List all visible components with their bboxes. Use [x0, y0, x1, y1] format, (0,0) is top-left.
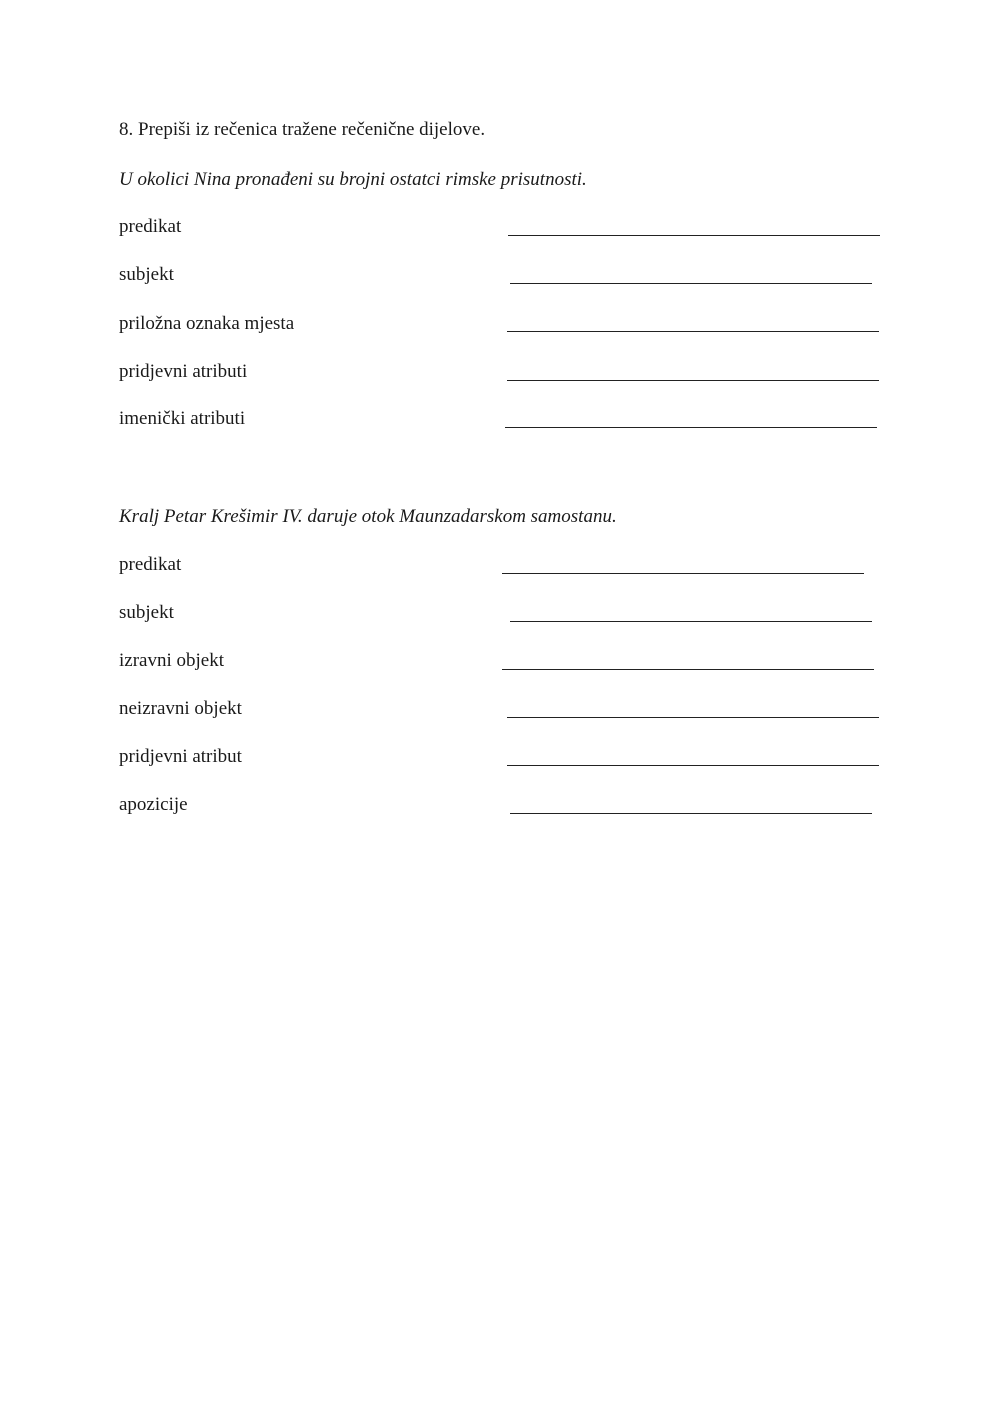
answer-blank-s2-izravni-objekt[interactable] [502, 669, 874, 670]
answer-blank-s2-predikat[interactable] [502, 573, 864, 574]
task-instruction: 8. Prepiši iz rečenica tražene rečenične dijelove. [119, 119, 486, 140]
answer-blank-s1-subjekt[interactable] [510, 283, 872, 284]
answer-blank-s1-pridjevni-atributi[interactable] [507, 380, 879, 381]
label-s2-subjekt: subjekt [119, 602, 174, 623]
label-s1-imenicki-atributi: imenički atributi [119, 408, 246, 429]
label-s2-neizravni-objekt: neizravni objekt [119, 698, 242, 719]
answer-blank-s2-subjekt[interactable] [510, 621, 872, 622]
answer-blank-s2-apozicije[interactable] [510, 813, 872, 814]
label-s2-izravni-objekt: izravni objekt [119, 650, 224, 671]
answer-blank-s1-imenicki-atributi[interactable] [505, 427, 877, 428]
label-s1-predikat: predikat [119, 216, 182, 237]
sentence-2: Kralj Petar Krešimir IV. daruje otok Maunzadarskom samostanu. [119, 506, 617, 527]
label-s2-predikat: predikat [119, 554, 182, 575]
answer-blank-s1-predikat[interactable] [508, 235, 880, 236]
label-s2-pridjevni-atribut: pridjevni atribut [119, 746, 242, 767]
label-s2-apozicije: apozicije [119, 794, 188, 815]
label-s1-prilozna-oznaka-mjesta: priložna oznaka mjesta [119, 313, 295, 334]
answer-blank-s2-neizravni-objekt[interactable] [507, 717, 879, 718]
sentence-1: U okolici Nina pronađeni su brojni ostatci rimske prisutnosti. [119, 169, 587, 190]
label-s1-subjekt: subjekt [119, 264, 174, 285]
label-s1-pridjevni-atributi: pridjevni atributi [119, 361, 248, 382]
answer-blank-s1-prilozna-oznaka-mjesta[interactable] [507, 331, 879, 332]
answer-blank-s2-pridjevni-atribut[interactable] [507, 765, 879, 766]
